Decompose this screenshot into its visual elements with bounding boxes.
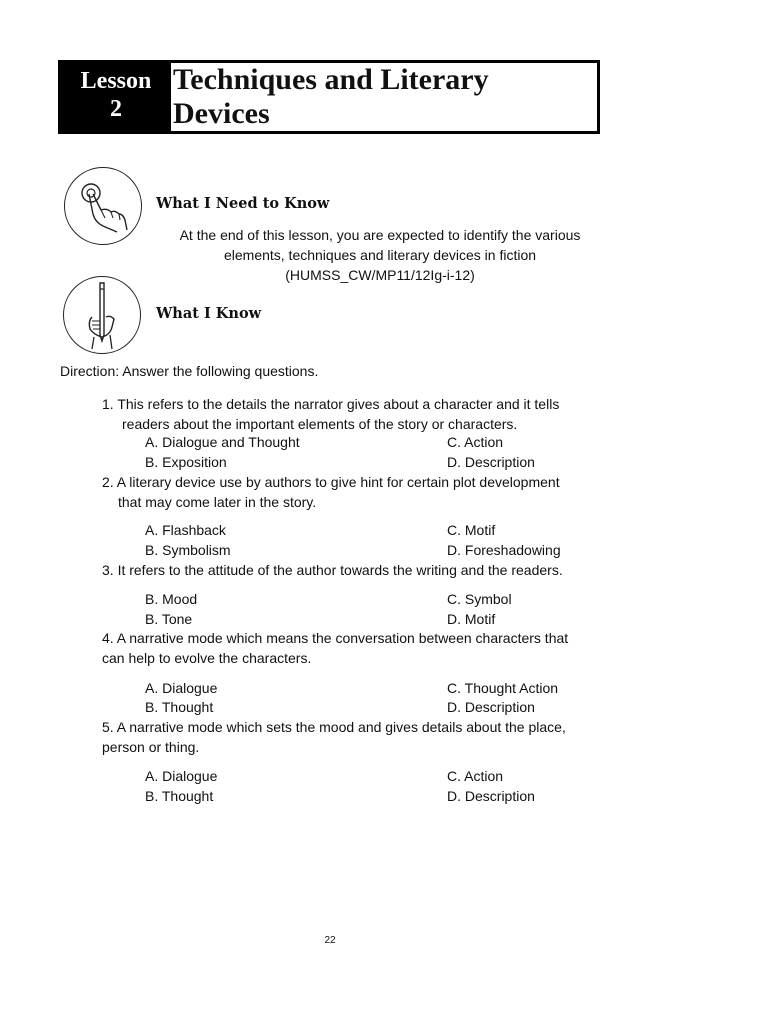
option[interactable]: B. Symbolism <box>145 542 231 558</box>
option[interactable]: C. Symbol <box>447 591 512 607</box>
lesson-label-box <box>61 63 171 131</box>
section-heading-what-i-know: What I Know <box>156 305 262 322</box>
question-line: can help to evolve the characters. <box>102 650 312 666</box>
question-line: 4. A narrative mode which means the conversation between characters that <box>102 630 569 646</box>
option[interactable]: D. Foreshadowing <box>447 542 561 558</box>
lesson-number: 2 <box>110 96 122 122</box>
question-3 <box>102 560 563 580</box>
option[interactable]: C. Motif <box>447 522 496 538</box>
question-line: 1. This refers to the details the narrator gives about a character and it tells <box>102 396 560 412</box>
objective-code: (HUMSS_CW/MP11/12Ig-i-12) <box>285 267 475 283</box>
question-1 <box>102 394 559 434</box>
option[interactable]: C. Thought Action <box>447 680 559 696</box>
objective-line: elements, techniques and literary devices in fiction <box>223 247 537 263</box>
option[interactable]: B. Thought <box>145 788 214 804</box>
option[interactable]: B. Exposition <box>145 454 227 470</box>
option[interactable]: D. Description <box>447 454 535 470</box>
option[interactable]: B. Mood <box>145 591 198 607</box>
question-line: person or thing. <box>102 739 200 755</box>
lesson-title: Techniques and Literary Devices <box>173 63 489 130</box>
option[interactable]: A. Dialogue <box>145 680 218 696</box>
section-heading-need-to-know: What I Need to Know <box>156 195 330 212</box>
option[interactable]: A. Dialogue <box>145 768 218 784</box>
option[interactable]: B. Tone <box>145 611 193 627</box>
question-line: 5. A narrative mode which sets the mood and gives details about the place, <box>102 719 566 735</box>
option[interactable]: D. Description <box>447 788 535 804</box>
question-5 <box>102 717 566 757</box>
option[interactable]: A. Flashback <box>145 522 226 538</box>
question-2 <box>102 472 560 512</box>
option[interactable]: B. Thought <box>145 699 214 715</box>
page-number: 22 <box>324 935 336 946</box>
question-line: readers about the important elements of the story or characters. <box>122 416 518 432</box>
option[interactable]: A. Dialogue and Thought <box>145 434 300 450</box>
lesson-banner <box>58 60 600 134</box>
option[interactable]: C. Action <box>447 434 504 450</box>
option[interactable]: D. Description <box>447 699 535 715</box>
option[interactable]: C. Action <box>447 768 504 784</box>
pencil-hand-icon <box>63 276 141 354</box>
question-line: 3. It refers to the attitude of the author towards the writing and the readers. <box>102 562 563 578</box>
question-line: 2. A literary device use by authors to give hint for certain plot development <box>102 474 560 490</box>
question-line: that may come later in the story. <box>118 494 317 510</box>
lesson-word: Lesson <box>80 68 152 94</box>
objective-line: At the end of this lesson, you are expected to identify the various <box>179 227 581 243</box>
question-4 <box>102 628 568 668</box>
option[interactable]: D. Motif <box>447 611 496 627</box>
lesson-objective <box>160 225 600 285</box>
direction-text: Direction: Answer the following questions. <box>60 363 319 379</box>
hand-pointer-icon <box>64 167 142 245</box>
